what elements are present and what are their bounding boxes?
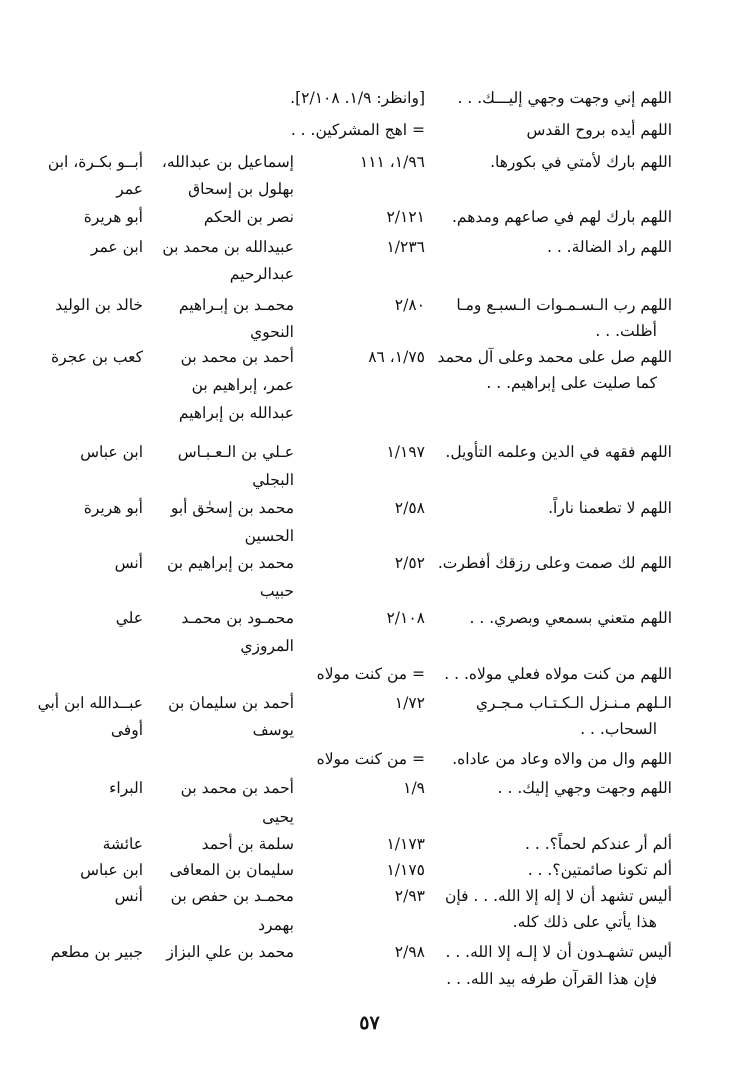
narrator-name: أحمد بن محمد بن	[180, 348, 294, 366]
volume-page-ref: ٢/٥٢	[394, 554, 425, 572]
hadith-text: اللهم أيده بروح القدس	[526, 121, 672, 139]
narrator-name: يحيى	[262, 808, 294, 826]
companion-name: أنس	[114, 554, 143, 572]
hadith-text: اللهم لك صمت وعلى رزقك أفطرت.	[437, 554, 672, 572]
volume-page-ref: ١/١٩٧	[386, 443, 425, 461]
narrator-name: محمـود بن محمـد	[181, 609, 294, 627]
hadith-text: فإن هذا القرآن طرفه بيد الله. . .	[446, 970, 657, 988]
narrator-name: البجلي	[252, 471, 294, 489]
narrator-name: عـلي بن الـعـبـاس	[177, 443, 294, 461]
volume-page-ref: ٢/٩٣	[394, 887, 425, 905]
companion-name: ابن عمر	[90, 238, 143, 256]
narrator-name: بهمرد	[258, 916, 294, 934]
narrator-name: حبيب	[259, 582, 294, 600]
companion-name: عبــدالله ابن أبي	[37, 694, 143, 712]
companion-name: ابن عباس	[80, 861, 143, 879]
hadith-text: كما صليت على إبراهيم. . .	[486, 374, 657, 392]
hadith-text: اللهم وجهت وجهي إليك. . .	[497, 779, 672, 797]
narrator-name: عبيدالله بن محمد بن	[162, 238, 294, 256]
hadith-text: اللهم من كنت مولاه فعلي مولاه. . .	[444, 665, 672, 683]
hadith-text: السحاب. . .	[580, 720, 657, 738]
page-number: ٥٧	[359, 1012, 380, 1034]
volume-page-ref: ٢/١٢١	[386, 208, 425, 226]
hadith-text: اللهم وال من والاه وعاد من عاداه.	[452, 750, 672, 768]
volume-page-ref: ١/٢٣٦	[386, 238, 425, 256]
hadith-text: اللهم بارك لأمتي في بكورها.	[490, 153, 672, 171]
narrator-name: عبدالرحيم	[229, 265, 294, 283]
narrator-name: بهلول بن إسحاق	[188, 180, 294, 198]
narrator-name: النحوي	[250, 323, 294, 341]
narrator-name: محمـد بن حفص بن	[170, 887, 294, 905]
hadith-text: الـلهم مـنـزل الـكـتـاب مـجـري	[475, 694, 672, 712]
narrator-name: محمد بن إبراهيم بن	[166, 554, 294, 572]
volume-page-ref: ١/١٧٣	[386, 835, 425, 853]
hadith-text: اللهم راد الضالة. . .	[546, 238, 672, 256]
cross-reference-note: = من كنت مولاه	[316, 750, 425, 768]
hadith-text: أليس تشهد أن لا إله إلا الله. . . فإن	[444, 887, 672, 905]
narrator-name: أحمد بن سليمان بن	[168, 694, 294, 712]
hadith-text: اللهم فقهه في الدين وعلمه التأويل.	[445, 443, 672, 461]
volume-page-ref: ١/١٧٥	[386, 861, 425, 879]
volume-page-ref: ٢/٥٨	[394, 499, 425, 517]
hadith-text: أليس تشهـدون أن لا إلـه إلا الله. . .	[445, 943, 672, 961]
companion-name: جبير بن مطعم	[50, 943, 143, 961]
narrator-name: يوسف	[252, 721, 294, 739]
companion-name: أبــو بكـرة، ابن	[47, 153, 143, 171]
companion-name: أبو هريرة	[83, 499, 143, 517]
hadith-text: هذا يأتي على ذلك كله.	[512, 913, 657, 931]
cross-reference-note: = اهج المشركين. . .	[290, 121, 425, 139]
companion-name: عائشة	[102, 835, 143, 853]
cross-reference-note: = من كنت مولاه	[316, 665, 425, 683]
hadith-text: اللهم رب الـسـمـوات الـسبـع ومـا	[456, 296, 672, 314]
hadith-text: أظلت. . .	[595, 322, 657, 340]
narrator-name: نصر بن الحكم	[203, 208, 294, 226]
companion-name: أنس	[114, 887, 143, 905]
volume-page-ref: ١/٧٥، ٨٦	[368, 348, 425, 366]
volume-page-ref: ٢/٨٠	[394, 296, 425, 314]
hadith-text: اللهم بارك لهم في صاعهم ومدهم.	[452, 208, 672, 226]
hadith-text: اللهم إني وجهت وجهي إليـــك. . .	[457, 89, 672, 107]
companion-name: عمر	[116, 180, 143, 198]
narrator-name: أحمد بن محمد بن	[180, 779, 294, 797]
narrator-name: المروزي	[240, 637, 294, 655]
narrator-name: عمر، إبراهيم بن	[191, 376, 294, 394]
narrator-name: سلمة بن أحمد	[201, 835, 294, 853]
companion-name: أوفى	[110, 721, 143, 739]
hadith-text: اللهم لا تطعمنا ناراً.	[548, 499, 672, 517]
narrator-name: الحسين	[244, 527, 294, 545]
narrator-name: محمد بن علي البزاز	[166, 943, 294, 961]
narrator-name: سليمان بن المعافى	[169, 861, 294, 879]
companion-name: كعب بن عجرة	[51, 348, 143, 366]
narrator-name: محمـد بن إبـراهيم	[178, 296, 294, 314]
narrator-name: محمد بن إسحٰق أبو	[170, 499, 294, 517]
companion-name: ابن عباس	[80, 443, 143, 461]
volume-page-ref: ١/٧٢	[394, 694, 425, 712]
companion-name: أبو هريرة	[83, 208, 143, 226]
volume-page-ref: ٢/٩٨	[394, 943, 425, 961]
companion-name: علي	[115, 609, 143, 627]
narrator-name: إسماعيل بن عبدالله،	[161, 153, 294, 171]
companion-name: خالد بن الوليد	[55, 296, 143, 314]
volume-page-ref: ١/٩	[403, 779, 425, 797]
volume-page-ref: ٢/١٠٨	[386, 609, 425, 627]
narrator-name: عبدالله بن إبراهيم	[178, 404, 294, 422]
hadith-text: ألم أر عندكم لحماً؟. . .	[525, 835, 672, 853]
hadith-text: اللهم متعني بسمعي وبصري. . .	[469, 609, 672, 627]
hadith-text: ألم تكونا صائمتين؟. . .	[527, 861, 672, 879]
hadith-text: اللهم صل على محمد وعلى آل محمد	[437, 348, 672, 366]
volume-page-ref: ١/٩٦، ١١١	[359, 153, 425, 171]
companion-name: البراء	[109, 779, 143, 797]
cross-reference-note: [وانظر: ١/٩. ٢/١٠٨].	[290, 89, 425, 107]
